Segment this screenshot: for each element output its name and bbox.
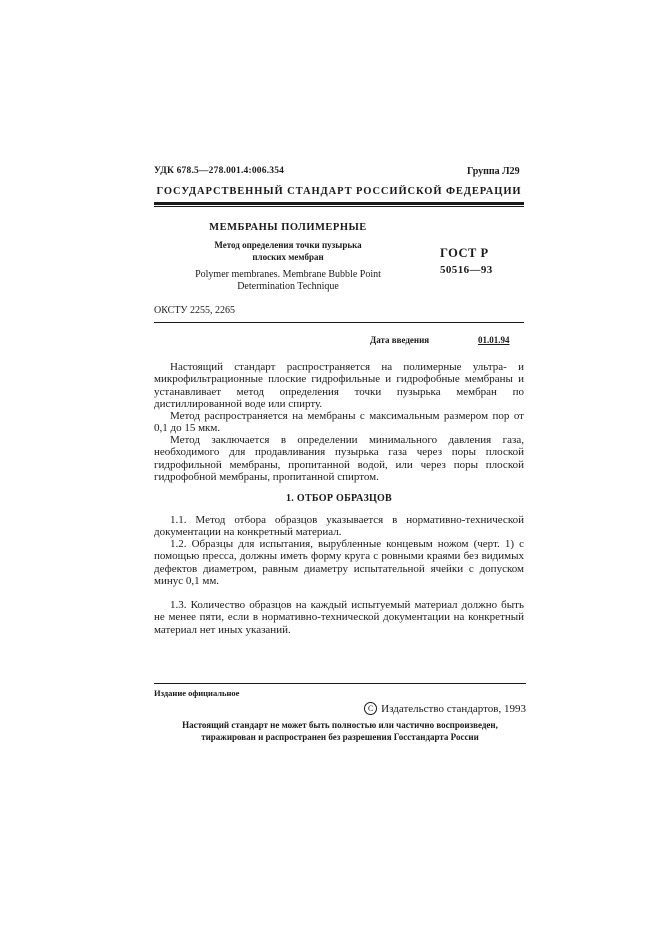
copyright-icon: C	[364, 702, 377, 715]
copyright-text: Издательство стандартов, 1993	[381, 703, 526, 715]
footer-rule	[154, 683, 526, 684]
gost-label: ГОСТ Р	[440, 246, 489, 260]
paragraph-pore-range: Метод распространяется на мембраны с максимальным размером пор от 0,1 до 15 мкм.	[154, 410, 524, 435]
udk-code: УДК 678.5—278.001.4:006.354	[154, 166, 285, 176]
paragraph-method: Метод заключается в определении минимального давления газа, необходимого для продавливания пузырька газа через поры плоской гидрофильной мембраны, пропитанной водой, или через поры плоской гидрофобной мембраны, пропитанной спиртом.	[154, 434, 524, 483]
reproduction-notice-line2: тиражирован и распространен без разрешения Госстандарта России	[201, 732, 479, 742]
clause-1-2: 1.2. Образцы для испытания, вырубленные концевым ножом (черт. 1) с помощью пресса, должны иметь форму круга с ровными краями без видимых дефектов диаметром, равным диаметру испытательной ячейки с допуском минус 0,1 мм.	[154, 538, 524, 587]
header-rule-thick	[154, 202, 524, 205]
official-edition-label: Издание официальное	[154, 688, 240, 698]
okstu-code: ОКСТУ 2255, 2265	[154, 305, 236, 316]
section-rule	[154, 322, 524, 323]
document-title: МЕМБРАНЫ ПОЛИМЕРНЫЕ	[209, 222, 367, 233]
document-subtitle-line1: Метод определения точки пузырька	[214, 240, 362, 250]
english-title-line2: Determination Technique	[237, 281, 339, 292]
paragraph-scope: Настоящий стандарт распространяется на полимерные ультра- и микрофильтрационные плоские гидрофильные и гидрофобные мембраны и устанавливает метод определения точки пузырька мембран по дистиллированной воде или спирту.	[154, 361, 524, 410]
copyright-line	[316, 702, 526, 715]
header-rule-thin	[154, 206, 524, 207]
reproduction-notice-line1: Настоящий стандарт не может быть полностью или частично воспроизведен,	[182, 720, 498, 730]
clause-1-1: 1.1. Метод отбора образцов указывается в нормативно-технической документации на конкретный материал.	[154, 514, 524, 539]
section-heading-sampling: 1. ОТБОР ОБРАЗЦОВ	[285, 493, 393, 504]
clause-1-3: 1.3. Количество образцов на каждый испытуемый материал должно быть не менее пяти, если в нормативно-технической документации на конкретный материал нет иных указаний.	[154, 599, 524, 636]
english-title-line1: Polymer membranes. Membrane Bubble Point	[195, 269, 381, 280]
document-subtitle-line2: плоских мембран	[252, 252, 324, 262]
state-standard-heading: ГОСУДАРСТВЕННЫЙ СТАНДАРТ РОССИЙСКОЙ ФЕДЕРАЦИИ	[156, 186, 522, 197]
title-block	[154, 222, 422, 293]
gost-number: 50516—93	[440, 264, 493, 276]
reproduction-notice	[154, 719, 526, 743]
introduction-date-label: Дата введения	[370, 335, 430, 345]
group-code: Группа Л29	[467, 166, 520, 177]
introduction-date	[370, 335, 526, 345]
introduction-date-value: 01.01.94	[478, 335, 510, 345]
